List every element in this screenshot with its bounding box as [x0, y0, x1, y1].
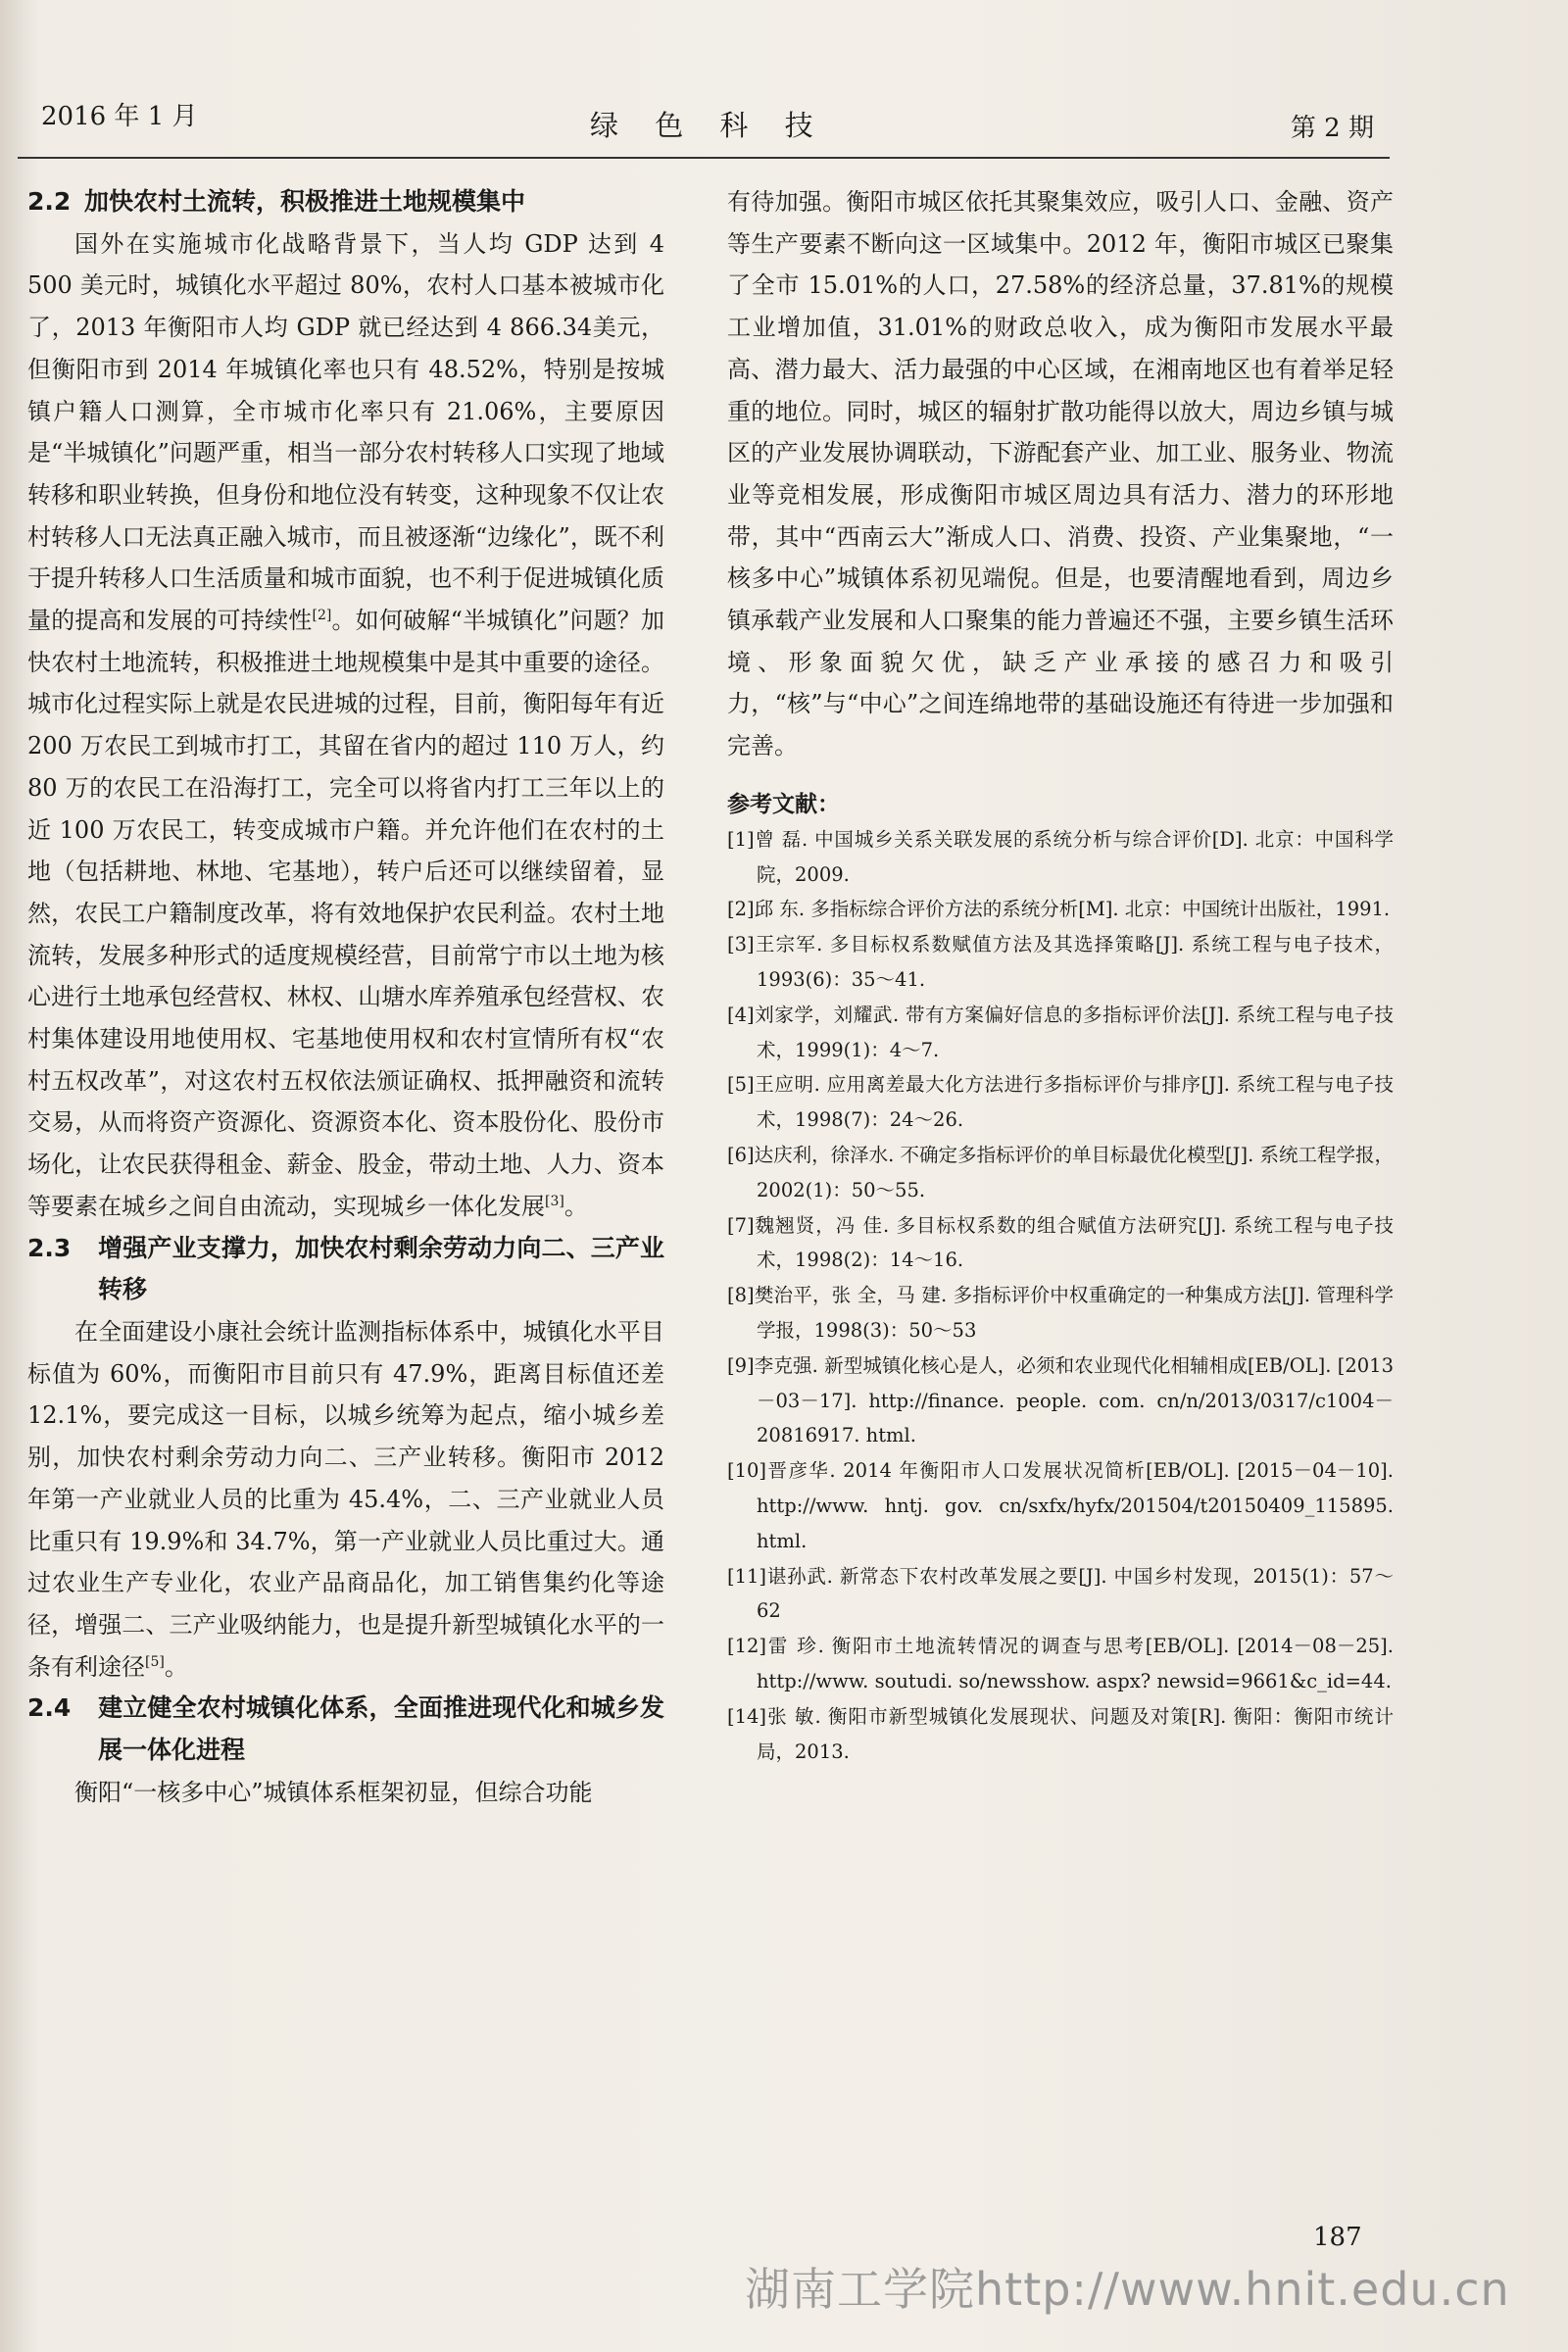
citation: [2] [312, 608, 332, 624]
paragraph-end: 。 [564, 1192, 588, 1220]
running-header [41, 96, 1374, 155]
journal-title: 绿 色 科 技 [590, 109, 827, 142]
reference-item: [3]王宗军. 多目标权系数赋值方法及其选择策略[J]. 系统工程与电子技术，1993(6)：35～41. [727, 933, 1394, 992]
reference-item: [8]樊治平，张 全，马 建. 多指标评价中权重确定的一种集成方法[J]. 管理科学学报，1998(3)：50～53 [727, 1284, 1394, 1342]
reference-item: [14]张 敏. 衡阳市新型城镇化发展现状、问题及对策[R]. 衡阳：衡阳市统计局，2013. [727, 1704, 1394, 1763]
header-date: 2016 年 1 月 [41, 102, 198, 131]
section-number: 2.3 [27, 1233, 72, 1262]
reference-item: [4]刘家学，刘耀武. 带有方案偏好信息的多指标评价法[J]. 系统工程与电子技术，1999(1)：4～7. [727, 1003, 1394, 1061]
section-title: 建立健全农村城镇化体系，全面推进现代化和城乡发展一体化进程 [98, 1693, 664, 1765]
section-title: 增强产业支撑力，加快农村剩余劳动力向二、三产业转移 [98, 1233, 664, 1304]
reference-item: [2]邱 东. 多指标综合评价方法的系统分析[M]. 北京：中国统计出版社，1991. [727, 898, 1391, 921]
reference-item: [10]晋彦华. 2014 年衡阳市人口发展状况简析[EB/OL]. [2015－04－10]. http://www. hntj. gov. cn/sxfx/hyfx/201504/t20150409_115895. html. [727, 1459, 1394, 1552]
header-issue: 第 2 期 [1290, 114, 1374, 143]
citation: [3] [545, 1193, 564, 1209]
paragraph-text: 。如何破解“半城镇化”问题？加快农村土地流转，积极推进土地规模集中是其中重要的途径。城市化过程实际上就是农民进城的过程，目前，衡阳每年有近 200 万农民工到城市打工，其留在省内的超过 110 万人，约 80 万的农民工在沿海打工，完全可以将省内打工三年以上的近 100 万农民工，转变成城市户籍。并允许他们在农村的土地（包括耕地、林地、宅基地），转户后还可以继续留着，显然，农民工户籍制度改革，将有效地保护农民利益。农村土地流转，发展多种形式的适度规模经营，目前常宁市以土地为核心进行土地承包经营权、林权、山塘水库养殖承包经营权、农村集体建设用地使用权、宅基地使用权和农村宣情所有权“农村五权改革”，对这农村五权依法颁证确权、抵押融资和流转交易，从而将资产资源化、资源资本化、资本股份化、股份市场化，让农民获得租金、薪金、股金，带动土地、人力、资本等要素在城乡之间自由流动，实现城乡一体化发展 [27, 607, 664, 1220]
paragraph-text: 国外在实施城市化战略背景下，当人均 GDP 达到 4 500 美元时，城镇化水平超过 80%，农村人口基本被城市化了，2013 年衡阳市人均 GDP 就已经达到 4 866.34美元，但衡阳市到 2014 年城镇化率也只有 48.52%，特别是按城镇户籍人口测算，全市城市化率只有 21.06%，主要原因是“半城镇化”问题严重，相当一部分农村转移人口实现了地域转移和职业转换，但身份和地位没有转变，这种现象不仅让农村转移人口无法真正融入城市，而且被逐渐“边缘化”，既不利于提升转移人口生活质量和城市面貌，也不利于促进城镇化质量的提高和发展的可持续性 [27, 229, 664, 635]
section-2-3-paragraph [27, 1311, 664, 1688]
watermark: 湖南工学院http://www.hnit.edu.cn [745, 2263, 1510, 2316]
paragraph-end: 。 [164, 1652, 188, 1681]
right-column [727, 181, 1394, 1769]
reference-item: [6]达庆利，徐泽水. 不确定多指标评价的单目标最优化模型[J]. 系统工程学报，2002(1)：50～55. [727, 1144, 1394, 1201]
reference-item: [1]曾 磊. 中国城乡关系关联发展的系统分析与综合评价[D]. 北京：中国科学院，2009. [727, 827, 1394, 886]
references-title: 参考文献： [727, 791, 840, 817]
section-2-4-paragraph: 衡阳“一核多中心”城镇体系框架初显，但综合功能 [74, 1778, 593, 1806]
header-rule [18, 157, 1390, 159]
reference-item: [9]李克强. 新型城镇化核心是人，必须和农业现代化相辅相成[EB/OL]. [2013－03－17]. http://finance. people. com. cn/n/2013/0317/c1004－20816917. html. [727, 1353, 1394, 1447]
references-list [727, 822, 1394, 1770]
section-number: 2.4 [27, 1693, 72, 1723]
page-number: 187 [1313, 2223, 1362, 2252]
section-number: 2.2 [27, 187, 72, 216]
reference-item: [7]魏翘贤，冯 佳. 多目标权系数的组合赋值方法研究[J]. 系统工程与电子技术，1998(2)：14～16. [727, 1213, 1394, 1272]
reference-item: [5]王应明. 应用离差最大化方法进行多指标评价与排序[J]. 系统工程与电子技术，1998(7)：24～26. [727, 1073, 1394, 1132]
paragraph-text: 在全面建设小康社会统计监测指标体系中，城镇化水平目标值为 60%，而衡阳市目前只有 47.9%，距离目标值还差12.1%，要完成这一目标，以城乡统筹为起点，缩小城乡差别，加快农村剩余劳动力向二、三产业转移。衡阳市 2012 年第一产业就业人员的比重为 45.4%，二、三产业就业人员比重只有 19.9%和 34.7%，第一产业就业人员比重过大。通过农业生产专业化，农业产品商品化，加工销售集约化等途径，增强二、三产业吸纳能力，也是提升新型城镇化水平的一条有利途径 [27, 1317, 664, 1681]
section-2-2-heading [27, 181, 664, 223]
section-title: 加快农村土流转，积极推进土地规模集中 [84, 187, 526, 216]
reference-item: [11]谌孙武. 新常态下农村改革发展之要[J]. 中国乡村发现，2015(1)：57～62 [727, 1564, 1394, 1623]
section-2-4-heading [27, 1688, 664, 1771]
reference-item: [12]雷 珍. 衡阳市土地流转情况的调查与思考[EB/OL]. [2014－08－25]. http://www. soutudi. so/newsshow. aspx? newsid=9661&c_id=44. [727, 1635, 1394, 1692]
continued-paragraph: 有待加强。衡阳市城区依托其聚集效应，吸引人口、金融、资产等生产要素不断向这一区域集中。2012 年，衡阳市城区已聚集了全市 15.01%的人口，27.58%的经济总量，37.81%的规模工业增加值，31.01%的财政总收入，成为衡阳市发展水平最高、潜力最大、活力最强的中心区域，在湘南地区也有着举足轻重的地位。同时，城区的辐射扩散功能得以放大，周边乡镇与城区的产业发展协调联动，下游配套产业、加工业、服务业、物流业等竞相发展，形成衡阳市城区周边具有活力、潜力的环形地带，其中“西南云大”渐成人口、消费、投资、产业集聚地，“一核多中心”城镇体系初见端倪。但是，也要清醒地看到，周边乡镇承载产业发展和人口聚集的能力普遍还不强，主要乡镇生活环境、形象面貌欠优，缺乏产业承接的感召力和吸引力，“核”与“中心”之间连绵地带的基础设施还有待进一步加强和完善。 [727, 188, 1394, 760]
citation: [5] [145, 1653, 165, 1670]
section-2-3-heading [27, 1228, 664, 1311]
section-2-2-paragraph [27, 223, 664, 1228]
left-column [27, 181, 664, 1813]
